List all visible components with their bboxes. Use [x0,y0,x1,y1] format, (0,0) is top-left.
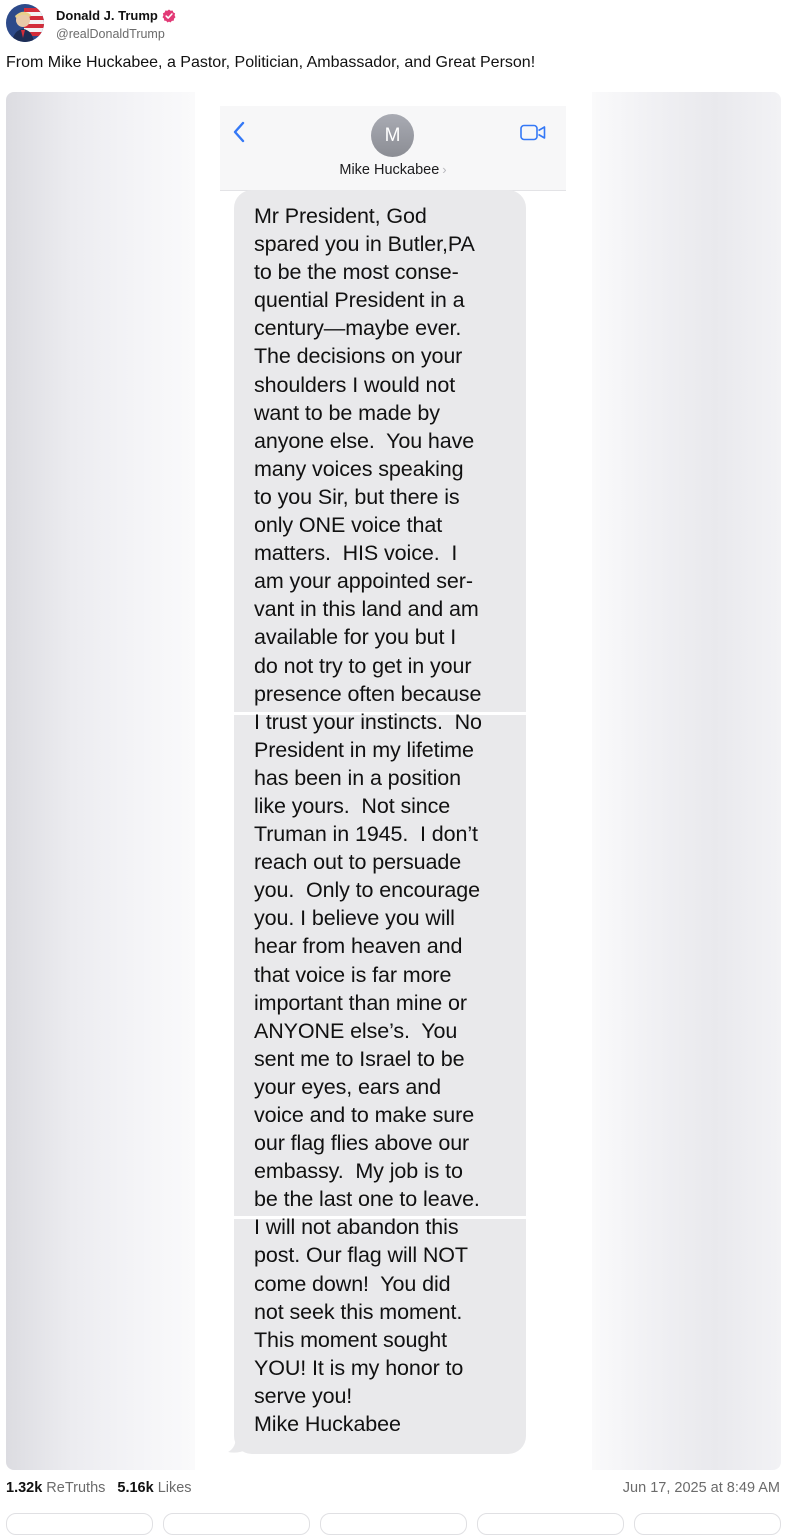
author-name[interactable]: Donald J. Trump [56,8,158,23]
message-text: Mr President, God spared you in Butler,PA to be the most conse- quential President in a century—maybe ever. The decisions on your shoulders I would not want to be made by anyone else. You have many voices speaking to you Sir, but there is only ONE voice that matters. HIS voice. I am your appointed ser- vant in this land and am available for you but I do not try to get in your presence often because I trust your instincts. No President in my lifetime has been in a position like yours. Not since Truman in 1945. I don’t reach out to persuade you. Only to encourage you. I believe you will hear from heaven and that voice is far more important than mine or ANYONE else’s. You sent me to Israel to be your eyes, ears and voice and to make sure our flag flies above our embassy. My job is to be the last one to leave. I will not abandon this post. Our flag will NOT come down! You did not seek this moment. This moment sought YOU! It is my honor to serve you! Mike Huckabee [254,204,482,1437]
post-header [6,3,176,43]
post-action-bar [6,1513,781,1527]
message-bubble-tail [228,1436,246,1454]
contact-name: Mike Huckabee [339,162,440,178]
retruths-count: 1.32k [6,1480,43,1496]
image-blur-right [592,92,781,1470]
author-avatar[interactable] [6,4,44,42]
likes-count: 5.16k [117,1480,154,1496]
post-image-attachment[interactable] [6,92,781,1470]
share-button[interactable] [634,1513,781,1535]
post-text: From Mike Huckabee, a Pastor, Politician, Ambassador, and Great Person! [6,54,536,71]
reply-button[interactable] [6,1513,153,1535]
likes-stat[interactable] [117,1480,191,1496]
text-message-screenshot [220,106,566,1470]
avatar-image [6,4,44,42]
post-stats [6,1480,204,1496]
quote-button[interactable] [320,1513,467,1535]
back-chevron-icon [232,120,246,144]
video-call-icon [520,124,546,141]
chevron-right-icon: › [442,162,447,177]
likes-label: Likes [157,1480,192,1496]
image-blur-left [6,92,195,1470]
like-button[interactable] [477,1513,624,1535]
retruths-stat[interactable] [6,1480,105,1496]
retruths-label: ReTruths [46,1480,106,1496]
message-thread-header [220,106,566,191]
author-handle[interactable]: @realDonaldTrump [56,26,165,41]
post-timestamp[interactable]: Jun 17, 2025 at 8:49 AM [622,1480,780,1496]
contact-avatar: M [371,114,414,157]
retruth-button[interactable] [163,1513,310,1535]
verified-badge-icon [162,9,176,23]
contact-name-row [220,162,566,178]
